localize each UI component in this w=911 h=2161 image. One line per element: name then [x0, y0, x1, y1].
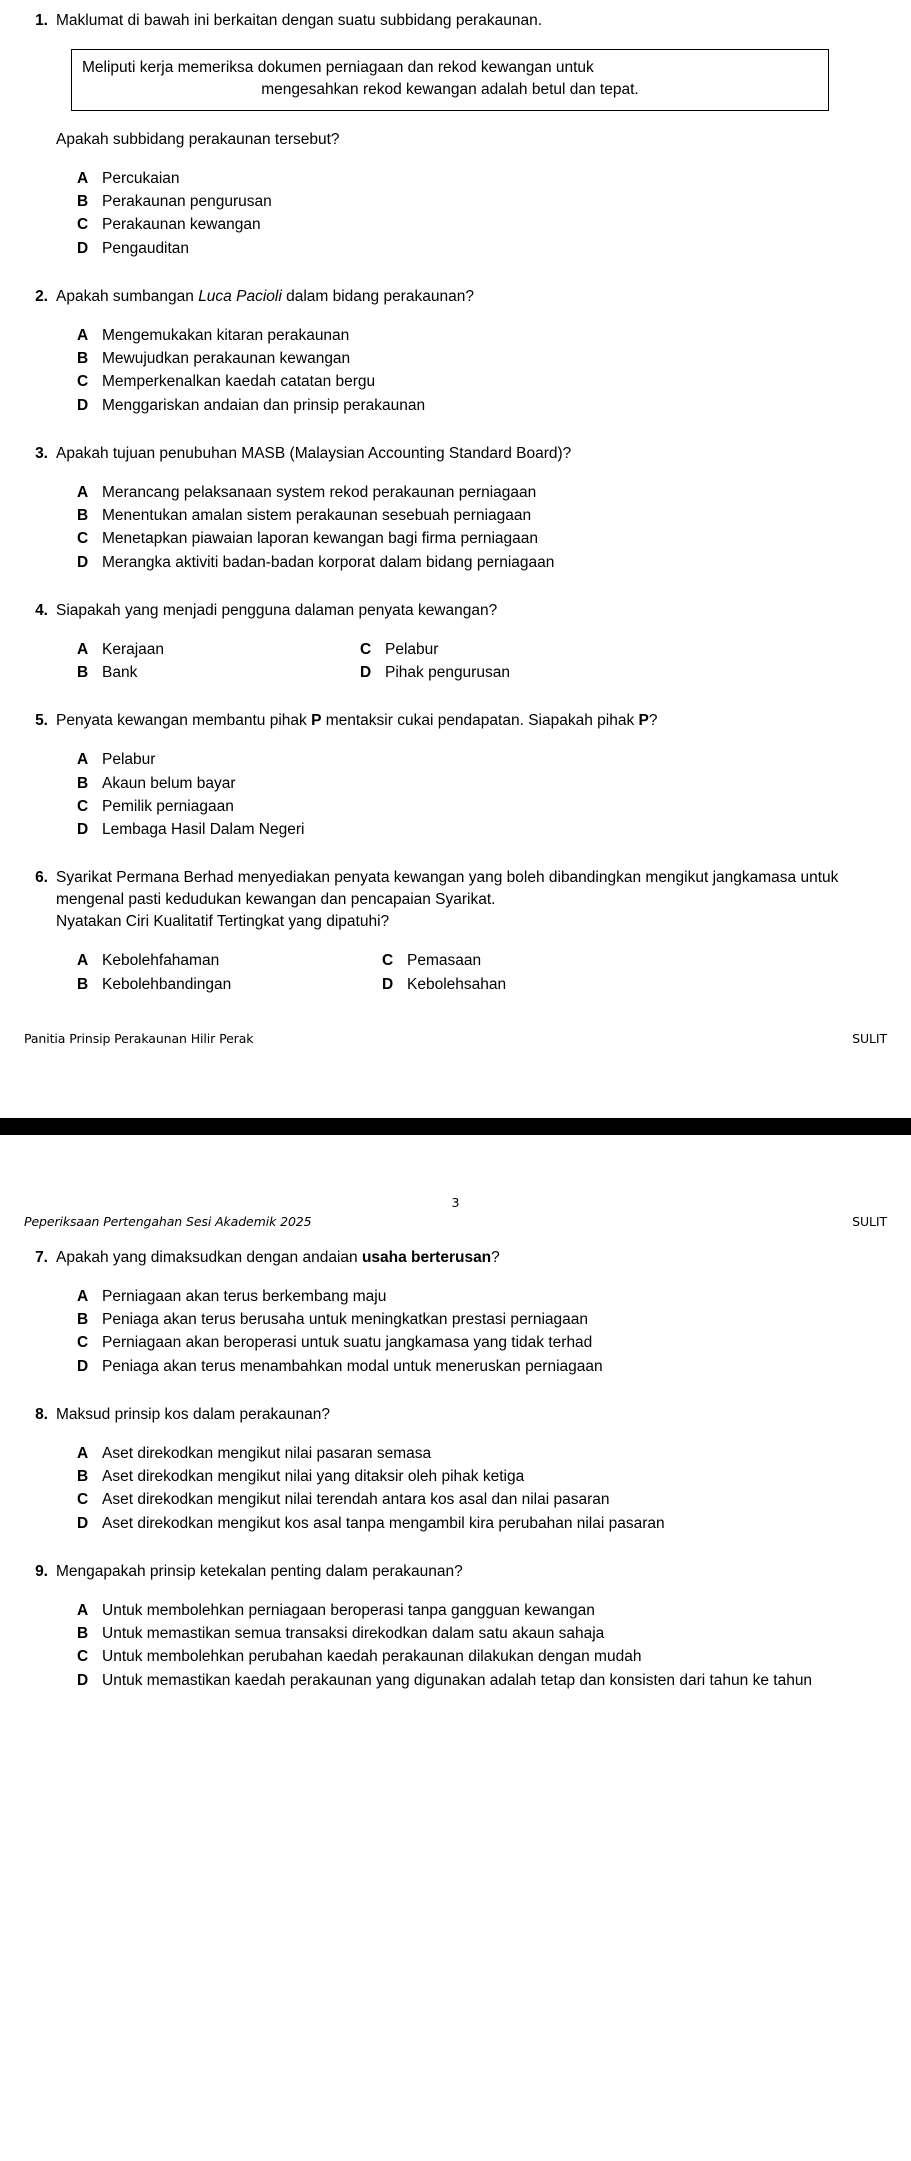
option-item[interactable]	[77, 949, 382, 972]
option-letter: B	[77, 193, 89, 211]
option-text: Kebolehsahan	[407, 975, 507, 993]
page-footer	[0, 1031, 911, 1046]
option-text: Merangka aktiviti badan-badan korporat dalam bidang perniagaan	[102, 553, 555, 571]
footer-confidential-label: SULIT	[852, 1030, 887, 1046]
option-text: Pengauditan	[102, 239, 190, 257]
option-item[interactable]	[77, 1331, 880, 1354]
options-list-q6	[56, 949, 880, 996]
question-number: 1.	[35, 12, 48, 29]
option-letter: B	[77, 350, 89, 368]
option-item[interactable]	[77, 324, 880, 347]
question-stem: Syarikat Permana Berhad menyediakan penyata kewangan yang boleh dibandingkan mengikut jangkamasa untuk mengenal pasti kedudukan kewangan dan pencapaian Syarikat.	[56, 869, 839, 909]
option-item[interactable]	[77, 527, 880, 550]
option-item[interactable]	[77, 973, 382, 996]
question-7	[20, 1247, 880, 1378]
option-item[interactable]	[77, 1465, 880, 1488]
option-text: Mengemukakan kitaran perakaunan	[102, 326, 350, 344]
option-text: Menggariskan andaian dan prinsip perakaunan	[102, 396, 426, 414]
stem-part: dalam bidang perakaunan?	[281, 287, 474, 305]
options-list-q9	[56, 1599, 880, 1692]
option-letter: D	[382, 975, 394, 993]
stem-part: ?	[491, 1248, 500, 1266]
option-text: Pemasaan	[407, 952, 482, 970]
option-text: Pihak pengurusan	[385, 664, 510, 682]
option-letter: A	[77, 483, 89, 501]
option-letter: B	[77, 975, 89, 993]
question-stem	[56, 1247, 880, 1269]
page-number: 3	[451, 1194, 460, 1210]
option-item[interactable]	[77, 190, 880, 213]
options-list-q8	[56, 1442, 880, 1535]
stem-part: ?	[648, 712, 658, 730]
option-text: Untuk memastikan kaedah perakaunan yang digunakan adalah tetap dan konsisten dari tahun ke tahun	[102, 1671, 813, 1689]
options-list-q1	[56, 167, 880, 260]
option-text: Kebolehbandingan	[102, 975, 232, 993]
option-letter: C	[77, 373, 89, 391]
option-item[interactable]	[77, 1308, 880, 1331]
option-letter: D	[360, 664, 372, 682]
question-stem: Apakah tujuan penubuhan MASB (Malaysian Accounting Standard Board)?	[56, 444, 572, 462]
option-text: Menentukan amalan sistem perakaunan sesebuah perniagaan	[102, 507, 532, 525]
option-item[interactable]	[77, 772, 880, 795]
question-stem: Maklumat di bawah ini berkaitan dengan suatu subbidang perakaunan.	[56, 12, 543, 29]
option-letter: D	[77, 239, 89, 257]
option-item[interactable]	[77, 237, 880, 260]
option-item[interactable]	[77, 347, 880, 370]
header-exam-title: Peperiksaan Pertengahan Sesi Akademik 2025	[24, 1213, 312, 1229]
option-item[interactable]	[77, 213, 880, 236]
option-item[interactable]	[77, 481, 880, 504]
question-4	[20, 600, 880, 685]
stem-bold-term: usaha berterusan	[361, 1248, 492, 1266]
option-text: Peniaga akan terus menambahkan modal untuk meneruskan perniagaan	[102, 1357, 603, 1375]
option-item[interactable]	[77, 818, 880, 841]
option-text: Peniaga akan terus berusaha untuk meningkatkan prestasi perniagaan	[102, 1311, 588, 1329]
option-letter: B	[77, 664, 89, 682]
option-letter: D	[77, 553, 89, 571]
question-3	[20, 443, 880, 574]
option-letter: B	[77, 774, 89, 792]
option-item[interactable]	[77, 1442, 880, 1465]
option-text: Kerajaan	[102, 640, 165, 658]
option-text: Menetapkan piawaian laporan kewangan bagi firma perniagaan	[102, 530, 539, 548]
option-letter: D	[77, 1514, 89, 1532]
option-letter: D	[77, 1671, 89, 1689]
option-item[interactable]	[77, 1355, 880, 1378]
option-text: Untuk membolehkan perniagaan beroperasi tanpa gangguan kewangan	[102, 1601, 595, 1619]
option-letter: A	[77, 1444, 89, 1462]
option-letter: C	[77, 216, 89, 234]
option-text: Aset direkodkan mengikut nilai yang ditaksir oleh pihak ketiga	[102, 1468, 525, 1486]
options-list-q3	[56, 481, 880, 574]
option-letter: B	[77, 1625, 89, 1643]
question-prompt: Nyatakan Ciri Kualitatif Tertingkat yang dipatuhi?	[56, 913, 390, 931]
option-text: Untuk membolehkan perubahan kaedah perakaunan dilakukan dengan mudah	[102, 1648, 642, 1666]
option-letter: C	[77, 1648, 89, 1666]
question-number: 3.	[35, 444, 48, 462]
option-text: Aset direkodkan mengikut nilai terendah antara kos asal dan nilai pasaran	[102, 1491, 610, 1509]
option-text: Perakaunan pengurusan	[102, 193, 272, 211]
question-number: 9.	[35, 1562, 48, 1580]
question-stem	[56, 710, 880, 732]
options-list-q7	[56, 1285, 880, 1378]
option-item[interactable]	[360, 638, 880, 661]
page-header	[0, 1214, 911, 1229]
option-item[interactable]	[77, 1285, 880, 1308]
option-text: Pelabur	[385, 640, 439, 658]
option-item[interactable]	[382, 949, 880, 972]
question-8	[20, 1404, 880, 1535]
option-text: Pemilik perniagaan	[102, 797, 234, 815]
option-letter: D	[77, 821, 89, 839]
footer-left-text: Panitia Prinsip Perakaunan Hilir Perak	[24, 1030, 254, 1046]
stimulus-line-2: mengesahkan rekod kewangan adalah betul dan tepat.	[261, 81, 639, 99]
option-letter: A	[77, 326, 89, 344]
question-number: 8.	[35, 1405, 48, 1423]
option-text: Aset direkodkan mengikut kos asal tanpa mengambil kira perubahan nilai pasaran	[102, 1514, 665, 1532]
question-6	[20, 867, 880, 996]
option-item[interactable]	[77, 1512, 880, 1535]
question-stem: Mengapakah prinsip ketekalan penting dalam perakaunan?	[56, 1562, 463, 1580]
option-text: Pelabur	[102, 751, 156, 769]
option-text: Untuk memastikan semua transaksi direkodkan dalam satu akaun sahaja	[102, 1625, 605, 1643]
stimulus-box	[71, 49, 829, 111]
stem-part: Penyata kewangan membantu pihak	[56, 712, 312, 730]
option-item[interactable]	[77, 504, 880, 527]
option-letter: C	[77, 1334, 89, 1352]
option-letter: A	[77, 640, 89, 658]
option-text: Merancang pelaksanaan system rekod perakaunan perniagaan	[102, 483, 537, 501]
option-text: Akaun belum bayar	[102, 774, 236, 792]
option-letter: B	[77, 1311, 89, 1329]
stem-bold-p: P	[311, 712, 322, 730]
stem-bold-p: P	[638, 712, 649, 730]
option-letter: C	[360, 640, 372, 658]
option-letter: A	[77, 1287, 89, 1305]
question-9	[20, 1561, 880, 1692]
option-item[interactable]	[77, 1669, 880, 1692]
option-item[interactable]	[77, 1645, 880, 1668]
option-text: Aset direkodkan mengikut nilai pasaran semasa	[102, 1444, 432, 1462]
option-item[interactable]	[360, 661, 880, 684]
option-letter: C	[77, 1491, 89, 1509]
option-item[interactable]	[77, 394, 880, 417]
option-letter: D	[77, 396, 89, 414]
option-item[interactable]	[77, 748, 880, 771]
question-stem: Maksud prinsip kos dalam perakaunan?	[56, 1405, 330, 1423]
option-text: Lembaga Hasil Dalam Negeri	[102, 821, 305, 839]
option-text: Bank	[102, 664, 138, 682]
options-list-q4	[56, 638, 880, 685]
question-number: 2.	[35, 287, 48, 305]
option-text: Perniagaan akan terus berkembang maju	[102, 1287, 387, 1305]
option-letter: D	[77, 1357, 89, 1375]
option-item[interactable]	[382, 973, 880, 996]
stem-part: Apakah sumbangan	[56, 287, 199, 305]
option-text: Mewujudkan perakaunan kewangan	[102, 350, 351, 368]
option-letter: A	[77, 1601, 89, 1619]
stem-part: Apakah yang dimaksudkan dengan andaian	[56, 1248, 362, 1266]
header-confidential-label: SULIT	[852, 1213, 887, 1229]
option-text: Percukaian	[102, 169, 180, 187]
question-stem: Siapakah yang menjadi pengguna dalaman penyata kewangan?	[56, 601, 498, 619]
options-list-q2	[56, 324, 880, 417]
question-stem	[56, 286, 880, 308]
option-letter: B	[77, 507, 89, 525]
option-text: Perakaunan kewangan	[102, 216, 261, 234]
option-letter: B	[77, 1468, 89, 1486]
question-5	[20, 710, 880, 841]
option-letter: C	[77, 797, 89, 815]
option-item[interactable]	[77, 1622, 880, 1645]
option-letter: A	[77, 169, 89, 187]
option-item[interactable]	[77, 167, 880, 190]
option-item[interactable]	[77, 1488, 880, 1511]
option-letter: C	[77, 530, 89, 548]
question-number: 7.	[35, 1248, 48, 1266]
question-number: 6.	[35, 869, 48, 887]
page-break-separator	[0, 1118, 911, 1135]
question-number: 5.	[35, 712, 48, 730]
option-item[interactable]	[77, 551, 880, 574]
option-letter: C	[382, 952, 394, 970]
option-letter: A	[77, 751, 89, 769]
stem-italic-name: Luca Pacioli	[198, 287, 282, 305]
option-letter: A	[77, 952, 89, 970]
option-item[interactable]	[77, 795, 880, 818]
option-text: Perniagaan akan beroperasi untuk suatu jangkamasa yang tidak terhad	[102, 1334, 593, 1352]
option-item[interactable]	[77, 370, 880, 393]
question-prompt: Apakah subbidang perakaunan tersebut?	[56, 130, 340, 148]
stimulus-box-wrapper	[71, 49, 829, 111]
question-2	[20, 286, 880, 417]
options-list-q5	[56, 748, 880, 841]
stimulus-line-1: Meliputi kerja memeriksa dokumen perniagaan dan rekod kewangan untuk	[82, 59, 594, 76]
option-item[interactable]	[77, 661, 360, 684]
option-item[interactable]	[77, 638, 360, 661]
question-1-prompt-row	[20, 129, 880, 260]
question-1	[20, 10, 880, 32]
option-text: Memperkenalkan kaedah catatan bergu	[102, 373, 376, 391]
option-item[interactable]	[77, 1599, 880, 1622]
option-text: Kebolehfahaman	[102, 952, 220, 970]
question-number: 4.	[35, 601, 48, 619]
stem-part: mentaksir cukai pendapatan. Siapakah pihak	[321, 712, 639, 730]
